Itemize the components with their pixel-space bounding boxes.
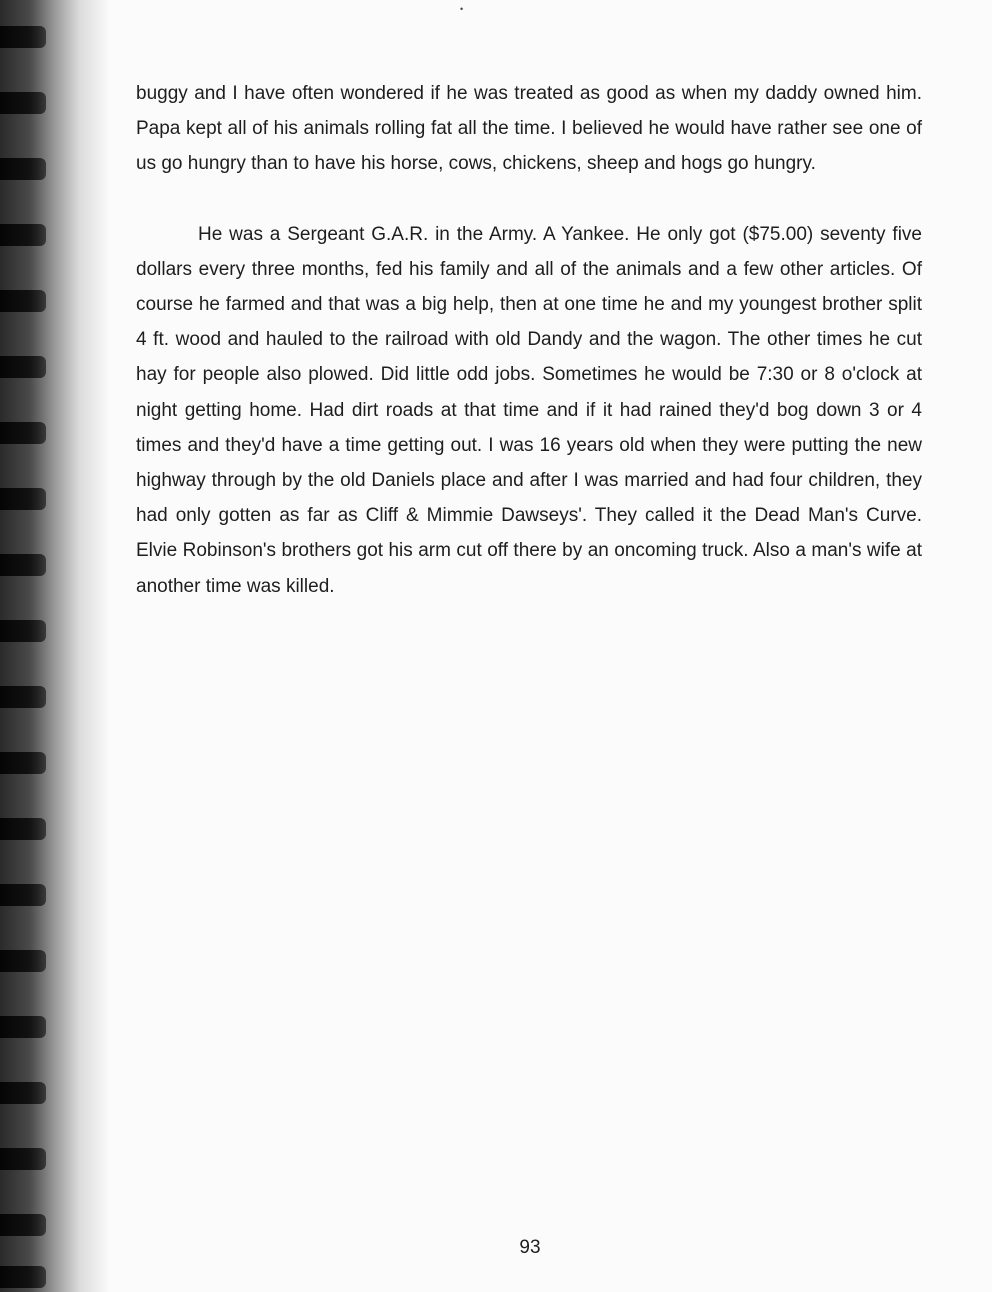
binding-ring [0,422,46,444]
binding-ring [0,1214,46,1236]
binding-ring [0,26,46,48]
spiral-binding [0,0,50,1292]
binding-ring [0,818,46,840]
binding-ring [0,92,46,114]
page-top-mark: • [460,4,464,14]
paragraph: He was a Sergeant G.A.R. in the Army. A Yankee. He only got ($75.00) seventy five dollars every three months, fed his family and all of the animals and a few other articles. Of course he farmed and that was a big help, then at one time he and my youngest brother split 4 ft. wood and hauled to the railroad with old Dandy and the wagon. The other times he cut hay for people also plowed. Did little odd jobs. Sometimes he would be 7:30 or 8 o'clock at night getting home. Had dirt roads at that time and if it had rained they'd bog down 3 or 4 times and they'd have a time getting out. I was 16 years old when they were putting the new highway through by the old Daniels place and after I was married and had four children, they had only gotten as far as Cliff & Mimmie Dawseys'. They called it the Dead Man's Curve. Elvie Robinson's brothers got his arm cut off there by an oncoming truck. Also a man's wife at another time was killed. [136,223,922,597]
binding-ring [0,950,46,972]
binding-ring [0,356,46,378]
binding-ring [0,1016,46,1038]
binding-ring [0,290,46,312]
binding-ring [0,620,46,642]
paragraph: buggy and I have often wondered if he was treated as good as when my daddy owned him. Papa kept all of his animals rolling fat all the time. I believed he would have rather see one of us go hungry than to have his horse, cows, chickens, sheep and hogs go hungry. [136,83,922,175]
binding-ring [0,1266,46,1288]
binding-ring [0,554,46,576]
binding-ring [0,158,46,180]
page-number: 93 [519,1237,541,1258]
binding-ring [0,884,46,906]
binding-ring [0,1082,46,1104]
binding-ring [0,752,46,774]
binding-ring [0,488,46,510]
paragraph-spacer [136,182,922,217]
page-body [136,76,922,604]
binding-ring [0,686,46,708]
binding-ring [0,224,46,246]
binding-ring [0,1148,46,1170]
